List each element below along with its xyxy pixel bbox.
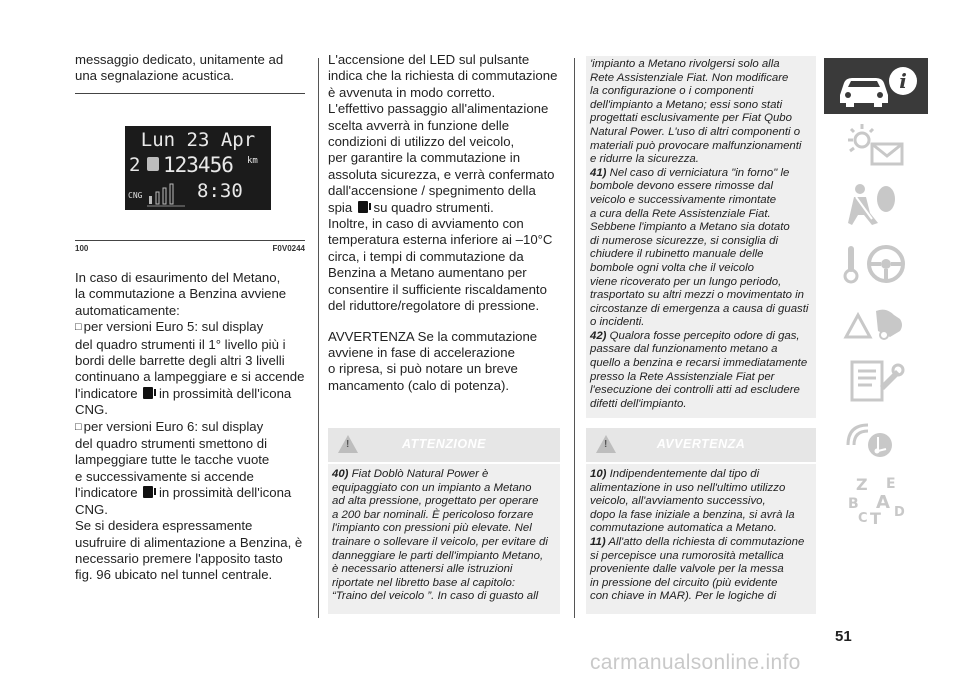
text-line: difetti dell'impianto.	[590, 397, 687, 410]
text-line: l'impianto con pressioni più elevate. Nel	[332, 522, 532, 535]
warning-triangle-icon: !	[596, 435, 616, 453]
warning-triangle-icon: !	[338, 435, 358, 453]
text-line: per garantire la commutazione in	[328, 150, 521, 166]
text-line: chiudere il rubinetto manuale delle	[590, 248, 764, 261]
text-line: fig. 96 ubicato nel tunnel centrale.	[75, 567, 273, 583]
text-line	[590, 468, 812, 482]
svg-text:C: C	[858, 511, 868, 524]
svg-text:i: i	[899, 69, 907, 93]
bullet-item: □ per versioni Euro 6: sul display	[75, 419, 307, 436]
text-line: viene ricoverato per un lungo periodo,	[590, 275, 782, 288]
text-line: “Traino del veicolo ”. In caso di guasto all	[332, 590, 539, 603]
text-line: veicolo e successivamente rimontate	[590, 193, 777, 206]
chapter-service[interactable]	[824, 353, 928, 409]
avvertenza-header	[586, 428, 816, 462]
text-line: circostanze di emergenza a causa di guasti	[590, 302, 809, 315]
text-line	[75, 485, 307, 501]
text-line: Inoltre, in caso di avviamento con	[328, 216, 524, 232]
text-line: Rete Assistenziale Fiat. Non modificare	[590, 71, 789, 84]
chapter-driving[interactable]	[824, 235, 928, 291]
emergency-icon	[828, 297, 924, 347]
note-number: 40)	[332, 468, 349, 480]
box-title: ATTENZIONE	[402, 437, 486, 451]
note-number: 42)	[590, 329, 607, 342]
note-number: 10)	[590, 468, 607, 480]
text-line: dall'accensione / spegnimento della	[328, 183, 536, 199]
text-line: condizioni di utilizzo del veicolo,	[328, 134, 515, 150]
text-line: dell'impianto a Metano; essi sono stati	[590, 98, 783, 111]
note-number: 11)	[590, 535, 606, 548]
text-line: messaggio dedicato, unitamente ad	[75, 52, 284, 67]
text-fragment: Nel caso di verniciatura "in forno" le	[609, 166, 790, 179]
text-fragment: spia	[328, 199, 353, 215]
cng-level-bars	[147, 178, 187, 208]
text-line: bombole ogni volta che il veicolo	[590, 261, 754, 274]
text-fragment: l'indicatore	[75, 385, 138, 401]
display-date: Lun 23 Apr	[140, 129, 256, 151]
text-line: danneggiare le parti dell'impianto Metano,	[332, 549, 544, 562]
text-line: e successivamente si accende	[75, 468, 254, 484]
display-odometer: 123456	[163, 153, 233, 177]
fuel-indicator-icon	[143, 486, 153, 498]
text-fragment: in prossimità dell'icona	[158, 485, 292, 501]
safety-airbag-icon	[828, 179, 924, 229]
display-unit: km	[247, 156, 258, 166]
svg-text:E: E	[886, 476, 896, 492]
text-line: In caso di esaurimento del Metano,	[75, 270, 281, 285]
text-line: avviene in fase di accelerazione	[328, 344, 515, 360]
text-line: e ridurre la sicurezza.	[590, 153, 699, 166]
text-line: del riduttore/regolatore di pressione.	[328, 298, 540, 314]
text-line: consentire il sufficiente riscaldamento	[328, 281, 547, 297]
chapter-sidebar	[824, 58, 928, 530]
text-line: l'esecuzione dei controlli atti ad escludere	[590, 384, 800, 397]
multimedia-icon	[828, 415, 924, 465]
text-line: alimentazione in uso nell'ultimo utilizzo	[590, 481, 786, 494]
text-line: di numerose sicurezze, si consiglia di	[590, 234, 779, 247]
text-line: AVVERTENZA Se la commutazione	[328, 328, 538, 344]
avvertenza-body	[586, 464, 816, 614]
figure-rule	[75, 240, 305, 241]
text-line	[75, 386, 307, 402]
column-divider	[318, 58, 319, 618]
display-trip: 2	[129, 154, 141, 176]
text-line: commutazione automatica a Metano.	[590, 522, 777, 535]
text-line: si percepisce una rumorosità metallica	[590, 549, 784, 562]
text-line: progettati esclusivamente per Fiat Qubo	[590, 112, 792, 125]
text-line: ad alta pressione, progettato per operare	[332, 495, 539, 508]
column-1-body	[75, 270, 307, 584]
service-icon	[828, 356, 924, 406]
divider	[75, 93, 305, 94]
fuel-indicator-icon	[143, 387, 153, 399]
bullet-item: □ per versioni Euro 5: sul display	[75, 319, 307, 336]
text-line: Natural Power. L'uso di altri componenti o	[590, 125, 801, 138]
display-time: 8:30	[197, 180, 243, 202]
text-line: veicolo, all'avviamento successivo,	[590, 495, 766, 508]
text-line	[590, 167, 812, 181]
note-number: 41)	[590, 166, 607, 179]
cluster-display-figure	[125, 126, 271, 210]
chapter-emergency[interactable]	[824, 294, 928, 350]
text-line: usufruire di alimentazione a Benzina, è	[75, 534, 303, 550]
chapter-warning-lights[interactable]	[824, 117, 928, 173]
text-line	[328, 200, 560, 216]
column-divider	[574, 58, 575, 618]
svg-text:T: T	[870, 509, 881, 524]
text-fragment: Fiat Doblò Natural Power è	[351, 468, 489, 480]
text-line: scelta avverrà in funzione delle	[328, 117, 510, 133]
index-icon	[828, 474, 924, 524]
text-line: temperatura esterna inferiore ai –10°C	[328, 232, 553, 248]
figure-code: F0V0244	[272, 244, 305, 253]
text-line	[332, 468, 556, 482]
text-line: quello a benzina e recarsi immediatamente	[590, 357, 808, 370]
text-line: mancamento (calo di potenza).	[328, 377, 510, 393]
text-line: continuano a lampeggiare e si accende	[75, 369, 305, 385]
steering-wheel-icon	[828, 238, 924, 288]
text-line: Se si desidera espressamente	[75, 518, 253, 534]
fuel-indicator-icon	[358, 201, 368, 213]
text-line: una segnalazione acustica.	[75, 68, 235, 84]
text-fragment: su quadro strumenti.	[373, 199, 494, 215]
car-info-icon	[828, 61, 924, 111]
text-line: la configurazione o i componenti	[590, 85, 754, 98]
text-line: equipaggiato con un impianto a Metano	[332, 481, 532, 494]
chapter-safety[interactable]	[824, 176, 928, 232]
text-line: circa, i tempi di commutazione da	[328, 248, 524, 264]
text-line: dopo la fase iniziale a benzina, si avrà la	[590, 508, 795, 521]
figure-number: 100	[75, 244, 89, 253]
text-fragment: Indipendentemente dal tipo di	[609, 468, 760, 480]
chapter-car-info[interactable]	[824, 58, 928, 114]
text-line: L'effettivo passaggio all'alimentazione	[328, 101, 549, 117]
text-fragment: in prossimità dell'icona	[158, 385, 292, 401]
text-line: CNG.	[75, 501, 108, 517]
text-line: proveniente dalle valvole per la messa	[590, 563, 784, 576]
text-line: è necessario attenersi alle istruzioni	[332, 563, 513, 576]
text-fragment: l'indicatore	[75, 485, 138, 501]
text-line: bombole devono essere rimosse dal	[590, 180, 773, 193]
text-fragment: All'atto della richiesta di commutazione	[608, 535, 805, 548]
text-line: Sebbene l'impianto a Metano sia dotato	[590, 221, 790, 234]
chapter-index[interactable]	[824, 471, 928, 527]
warning-lights-icon	[828, 120, 924, 170]
text-line: 'impianto a Metano rivolgersi solo alla	[590, 58, 780, 70]
text-line: in pressione del circuito (più evidente	[590, 576, 778, 589]
text-line: la commutazione a Benzina avviene	[75, 286, 287, 302]
text-line: lampeggiare tutte le tacche vuote	[75, 452, 270, 468]
attenzione-header	[328, 428, 560, 462]
text-line: indica che la richiesta di commutazione	[328, 68, 558, 84]
svg-text:D: D	[894, 505, 905, 520]
text-fragment: Qualora fosse percepito odore di gas,	[609, 329, 800, 342]
text-line: o ripresa, si può notare un breve	[328, 361, 518, 377]
svg-text:B: B	[848, 496, 859, 512]
text-line: riportate nel libretto base al capitolo:	[332, 576, 515, 589]
text-line: CNG.	[75, 402, 108, 418]
text-line: necessario premere l'apposito tasto	[75, 550, 283, 566]
text-line: a 200 bar nominali. È pericoloso forzare	[332, 508, 534, 521]
text-line: trainare o sollevare il veicolo, per evitare di	[332, 535, 548, 548]
box-title: AVVERTENZA	[656, 437, 746, 451]
column-2	[328, 52, 560, 394]
text-line: del quadro strumenti smettono di	[75, 436, 268, 452]
svg-text:Z: Z	[856, 475, 868, 494]
fuel-pump-icon	[147, 157, 159, 171]
text-line: o incidenti.	[590, 316, 645, 329]
text-line: materiali può provocare malfunzionamenti	[590, 139, 802, 152]
display-cng-label: CNG	[128, 191, 143, 200]
watermark: carmanualsonline.info	[590, 651, 801, 674]
text-line	[590, 330, 812, 344]
text-line: L'accensione del LED sul pulsante	[328, 52, 530, 67]
attenzione-body	[328, 464, 560, 614]
text-line: trasportato su altri mezzi o movimentato in	[590, 289, 804, 302]
page-number: 51	[835, 628, 852, 645]
text-line: del quadro strumenti il 1° livello più i	[75, 336, 286, 352]
text-line: è avvenuta in modo corretto.	[328, 84, 496, 100]
text-line: bordi delle barrette degli altri 3 livelli	[75, 353, 285, 369]
attenzione-continued	[586, 56, 816, 418]
text-line: con chiave in MAR). Per le logiche di	[590, 590, 777, 603]
column-1	[75, 52, 305, 94]
text-line	[590, 536, 812, 550]
text-line: a cura della Rete Assistenziale Fiat.	[590, 207, 771, 220]
text-line: assoluta sicurezza, e verrà confermato	[328, 166, 555, 182]
text-line: automaticamente:	[75, 302, 180, 318]
text-line: passare dal funzionamento metano a	[590, 343, 778, 356]
text-line: Benzina a Metano aumentano per	[328, 265, 527, 281]
text-line: presso la Rete Assistenziale Fiat per	[590, 370, 775, 383]
svg-text:A: A	[876, 492, 890, 513]
chapter-multimedia[interactable]	[824, 412, 928, 468]
